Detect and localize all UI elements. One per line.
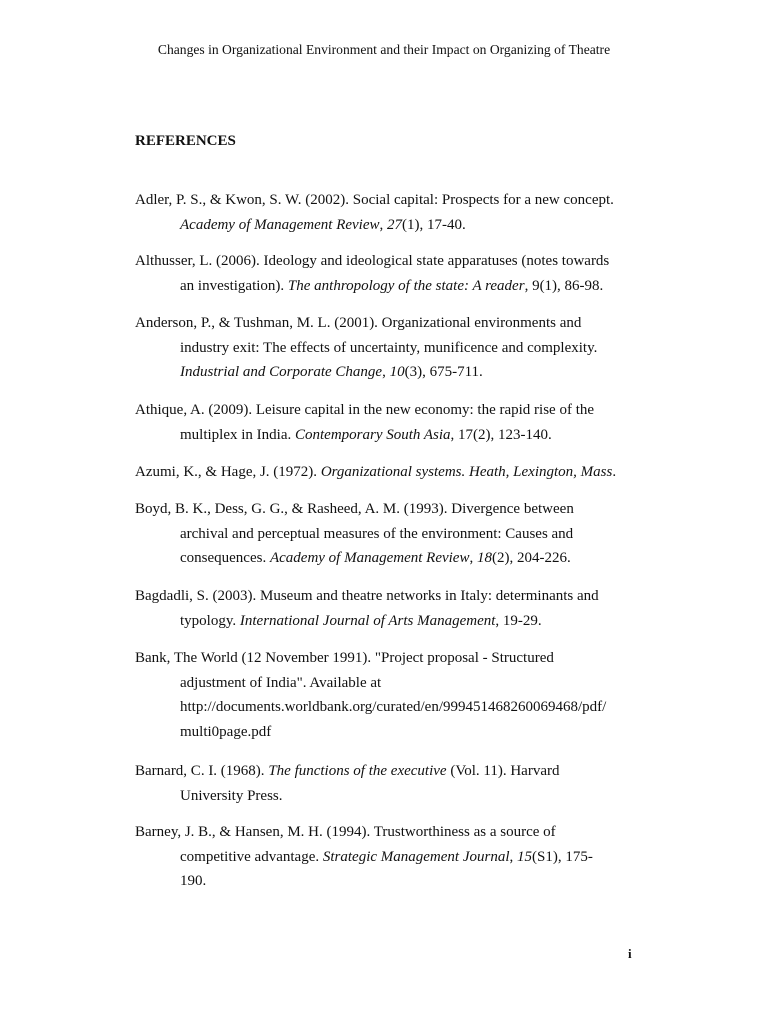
reference-entry-bagdadli <box>135 584 635 633</box>
reference-line: Althusser, L. (2006). Ideology and ideological state apparatuses (notes towards <box>135 253 610 269</box>
reference-line: Adler, P. S., & Kwon, S. W. (2002). Social capital: Prospects for a new concept. <box>135 192 614 208</box>
journal-title: Academy of Management Review <box>180 216 380 233</box>
reference-entry-world-bank <box>135 646 635 745</box>
reference-line: University Press. <box>180 787 283 804</box>
reference-line: Anderson, P., & Tushman, M. L. (2001). Organizational environments and <box>135 315 582 331</box>
book-title: The anthropology of the state: A reader <box>287 277 525 294</box>
reference-line: adjustment of India". Available at <box>180 674 382 691</box>
reference-line: an investigation). The anthropology of the state: A reader, 9(1), 86-98. <box>180 277 604 294</box>
reference-entry-athique <box>135 398 635 447</box>
reference-entry-althusser <box>135 249 635 298</box>
book-title: The functions of the executive <box>268 763 447 779</box>
reference-url: http://documents.worldbank.org/curated/en/999451468260069468/pdf/ <box>180 699 607 716</box>
reference-entry-barnard <box>135 759 635 808</box>
running-header: Changes in Organizational Environment and their Impact on Organizing of Theatre <box>157 42 611 57</box>
reference-line: consequences. Academy of Management Review, 18(2), 204-226. <box>180 550 571 567</box>
reference-entry-azumi <box>135 460 635 485</box>
reference-line: competitive advantage. Strategic Management Journal, 15(S1), 175- <box>180 848 593 865</box>
reference-line: 190. <box>180 873 207 890</box>
journal-title: Strategic Management Journal <box>322 848 510 865</box>
book-title: Organizational systems. Heath, Lexington, Mass <box>320 464 613 480</box>
volume-number: 10 <box>389 364 405 381</box>
reference-entry-boyd <box>135 497 635 571</box>
reference-line: Boyd, B. K., Dess, G. G., & Rasheed, A. M. (1993). Divergence between <box>135 501 574 517</box>
journal-title: Academy of Management Review <box>269 550 470 567</box>
journal-title: Contemporary South Asia <box>294 426 451 443</box>
reference-entry-barney <box>135 820 635 894</box>
reference-line: Barney, J. B., & Hansen, M. H. (1994). Trustworthiness as a source of <box>135 824 556 840</box>
volume-number: 15 <box>517 848 532 865</box>
reference-line: multiplex in India. Contemporary South Asia, 17(2), 123-140. <box>180 426 552 443</box>
reference-line: archival and perceptual measures of the environment: Causes and <box>180 525 574 542</box>
reference-line: typology. International Journal of Arts Management, 19-29. <box>180 612 542 629</box>
reference-line: Barnard, C. I. (1968). The functions of the executive (Vol. 11). Harvard <box>135 763 560 779</box>
reference-line: Azumi, K., & Hage, J. (1972). Organizational systems. Heath, Lexington, Mass. <box>135 464 617 480</box>
reference-entry-anderson <box>135 311 635 385</box>
reference-line: Bagdadli, S. (2003). Museum and theatre networks in Italy: determinants and <box>135 588 599 604</box>
reference-line: Industrial and Corporate Change, 10(3), 675-711. <box>180 364 483 381</box>
journal-title: Industrial and Corporate Change <box>180 364 383 381</box>
reference-line: Academy of Management Review, 27(1), 17-40. <box>180 216 466 233</box>
volume-number: 18 <box>476 550 492 567</box>
section-heading: REFERENCES <box>135 133 236 149</box>
reference-url: multi0page.pdf <box>180 724 272 741</box>
journal-title: International Journal of Arts Management <box>239 612 496 629</box>
reference-line: Bank, The World (12 November 1991). "Project proposal - Structured <box>135 650 554 666</box>
reference-line: Athique, A. (2009). Leisure capital in the new economy: the rapid rise of the <box>135 402 595 418</box>
reference-entry-adler <box>135 188 635 237</box>
reference-line: industry exit: The effects of uncertainty, munificence and complexity. <box>180 339 598 356</box>
volume-number: 27 <box>387 216 403 233</box>
page-number: i <box>628 946 632 961</box>
